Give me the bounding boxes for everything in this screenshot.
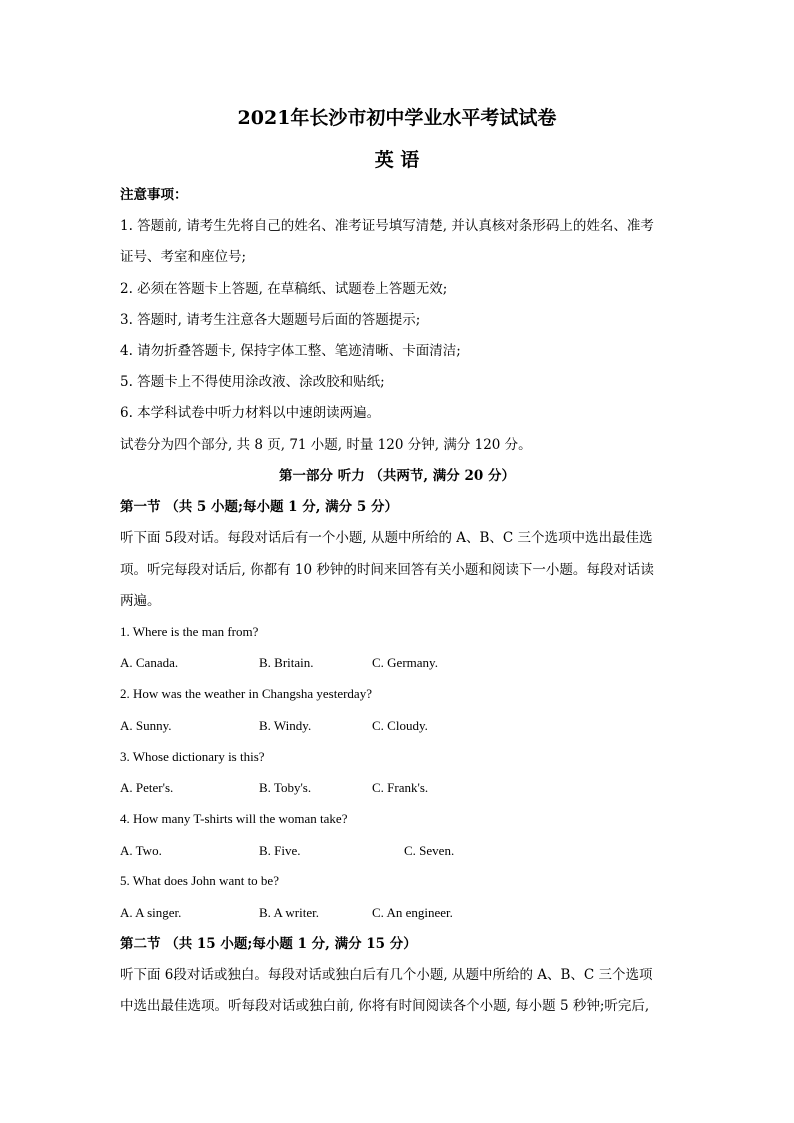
question-text: 1. Where is the man from? bbox=[120, 624, 259, 639]
section2-heading: 第二节 （共 15 小题;每小题 1 分, 满分 15 分） bbox=[120, 936, 417, 952]
notice-item: 6. 本学科试卷中听力材料以中速朗读两遍。 bbox=[120, 405, 381, 421]
section1-instruction: 听下面 5段对话。每段对话后有一个小题, 从题中所给的 A、B、C 三个选项中选出最佳选 bbox=[120, 530, 653, 546]
notice-heading: 注意事项： bbox=[120, 187, 188, 203]
section1-heading: 第一节 （共 5 小题;每小题 1 分, 满分 5 分） bbox=[120, 499, 398, 515]
option-a: A. Canada. bbox=[120, 655, 179, 670]
section1-instruction: 两遍。 bbox=[120, 593, 161, 609]
section2-instruction: 听下面 6段对话或独白。每段对话或独白后有几个小题, 从题中所给的 A、B、C 三个选项 bbox=[120, 967, 653, 983]
question-text: 5. What does John want to be? bbox=[120, 873, 279, 888]
option-b: B. Windy. bbox=[259, 718, 312, 733]
section1-instruction: 项。听完每段对话后, 你都有 10 秒钟的时间来回答有关小题和阅读下一小题。每段对话读 bbox=[120, 562, 654, 578]
question-text: 2. How was the weather in Changsha yesterday? bbox=[120, 686, 372, 701]
option-b: B. A writer. bbox=[259, 905, 319, 920]
exam-summary: 试卷分为四个部分, 共 8 页, 71 小题, 时量 120 分钟, 满分 120 分。 bbox=[120, 437, 532, 453]
option-c: C. Seven. bbox=[404, 843, 455, 858]
part1-heading: 第一部分 听力 （共两节, 满分 20 分） bbox=[279, 468, 515, 484]
option-a: A. A singer. bbox=[120, 905, 182, 920]
notice-item: 5. 答题卡上不得使用涂改液、涂改胶和贴纸; bbox=[120, 374, 385, 390]
option-a: A. Two. bbox=[120, 843, 162, 858]
section2-instruction: 中选出最佳选项。听每段对话或独白前, 你将有时间阅读各个小题, 每小题 5 秒钟;听完后, bbox=[120, 998, 650, 1014]
option-c: C. An engineer. bbox=[372, 905, 453, 920]
notice-item: 证号、考室和座位号; bbox=[120, 249, 247, 265]
subject-title: 英 语 bbox=[374, 149, 420, 171]
option-a: A. Sunny. bbox=[120, 718, 172, 733]
option-a: A. Peter's. bbox=[120, 780, 174, 795]
notice-item: 1. 答题前, 请考生先将自己的姓名、准考证号填写清楚, 并认真核对条形码上的姓名、准考 bbox=[120, 218, 654, 234]
notice-item: 2. 必须在答题卡上答题, 在草稿纸、试题卷上答题无效; bbox=[120, 281, 448, 297]
option-c: C. Frank's. bbox=[372, 780, 429, 795]
question-text: 3. Whose dictionary is this? bbox=[120, 749, 265, 764]
question-text: 4. How many T-shirts will the woman take? bbox=[120, 811, 348, 826]
notice-item: 3. 答题时, 请考生注意各大题题号后面的答题提示; bbox=[120, 312, 421, 328]
option-c: C. Cloudy. bbox=[372, 718, 428, 733]
option-b: B. Toby's. bbox=[259, 780, 312, 795]
notice-item: 4. 请勿折叠答题卡, 保持字体工整、笔迹清晰、卡面清洁; bbox=[120, 343, 461, 359]
option-b: B. Five. bbox=[259, 843, 301, 858]
option-b: B. Britain. bbox=[259, 655, 314, 670]
option-c: C. Germany. bbox=[372, 655, 438, 670]
exam-title: 2021年长沙市初中学业水平考试试卷 bbox=[237, 107, 557, 129]
